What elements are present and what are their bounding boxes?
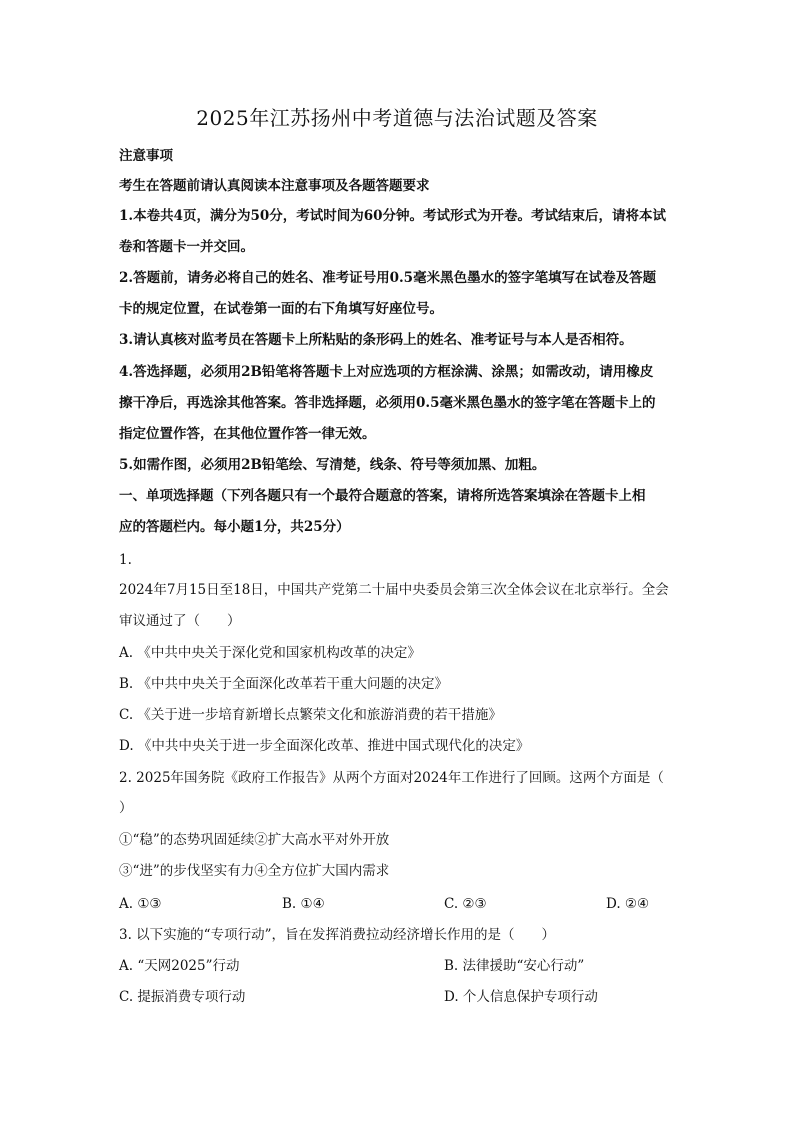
notice-intro: 考生在答题前请认真阅读本注意事项及各题答题要求 bbox=[119, 178, 430, 194]
notice-line: 2.答题前，请务必将自己的姓名、准考证号用0.5毫米黑色墨水的签字笔填写在试卷及答题 bbox=[119, 270, 657, 286]
question-1-option-c: C. 《关于进一步培育新增长点繁荣文化和旅游消费的若干措施》 bbox=[119, 707, 502, 723]
notice-line: 擦干净后，再选涂其他答案。答非选择题，必须用0.5毫米黑色墨水的签字笔在答题卡上的 bbox=[119, 395, 656, 411]
question-1-option-b: B. 《中共中央关于全面深化改革若干重大问题的决定》 bbox=[119, 676, 449, 692]
question-2-stem-cont: ） bbox=[119, 800, 133, 816]
question-2-option-a: A. ①③ bbox=[119, 896, 162, 912]
question-3-option-c: C. 提振消费专项行动 bbox=[119, 989, 246, 1005]
notice-heading: 注意事项 bbox=[119, 148, 173, 164]
question-1-stem: 2024年7月15日至18日，中国共产党第二十届中央委员会第三次全体会议在北京举行。全会 bbox=[119, 582, 669, 598]
question-3-option-b: B. 法律援助“安心行动” bbox=[444, 958, 585, 974]
question-2-stem: 2. 2025年国务院《政府工作报告》从两个方面对2024年工作进行了回顾。这两个方面是（ bbox=[119, 770, 664, 786]
section-heading-cont: 应的答题栏内。每小题1分，共25分） bbox=[119, 519, 350, 535]
question-1-stem-cont: 审议通过了（ ） bbox=[119, 613, 241, 629]
question-1-number: 1. bbox=[119, 552, 132, 568]
question-2-statement: ③“进”的步伐坚实有力④全方位扩大国内需求 bbox=[119, 863, 390, 879]
notice-line: 5.如需作图，必须用2B铅笔绘、写清楚，线条、符号等须加黑、加粗。 bbox=[119, 457, 546, 473]
question-2-option-b: B. ①④ bbox=[282, 896, 325, 912]
question-3-stem: 3. 以下实施的“专项行动”，旨在发挥消费拉动经济增长作用的是（ ） bbox=[119, 927, 555, 943]
question-1-option-a: A. 《中共中央关于深化党和国家机构改革的决定》 bbox=[119, 645, 421, 661]
notice-line: 指定位置作答，在其他位置作答一律无效。 bbox=[119, 426, 376, 442]
question-2-option-c: C. ②③ bbox=[444, 896, 487, 912]
notice-line: 卡的规定位置，在试卷第一面的右下角填写好座位号。 bbox=[119, 301, 443, 317]
question-3-option-d: D. 个人信息保护专项行动 bbox=[444, 989, 598, 1005]
notice-line: 卷和答题卡一并交回。 bbox=[119, 239, 254, 255]
page-title: 2025年江苏扬州中考道德与法治试题及答案 bbox=[196, 106, 598, 130]
question-3-option-a: A. “天网2025”行动 bbox=[119, 958, 240, 974]
section-heading: 一、单项选择题（下列各题只有一个最符合题意的答案，请将所选答案填涂在答题卡上相 bbox=[119, 488, 646, 504]
question-2-statement: ①“稳”的态势巩固延续②扩大高水平对外开放 bbox=[119, 832, 390, 848]
question-1-option-d: D. 《中共中央关于进一步全面深化改革、推进中国式现代化的决定》 bbox=[119, 738, 530, 754]
notice-line: 4.答选择题，必须用2B铅笔将答题卡上对应选项的方框涂满、涂黑；如需改动，请用橡皮 bbox=[119, 364, 654, 380]
notice-line: 3.请认真核对监考员在答题卡上所粘贴的条形码上的姓名、准考证号与本人是否相符。 bbox=[119, 332, 633, 348]
notice-line: 1.本卷共4页，满分为50分，考试时间为60分钟。考试形式为开卷。考试结束后，请将本试 bbox=[119, 208, 667, 224]
question-2-option-d: D. ②④ bbox=[606, 896, 650, 912]
